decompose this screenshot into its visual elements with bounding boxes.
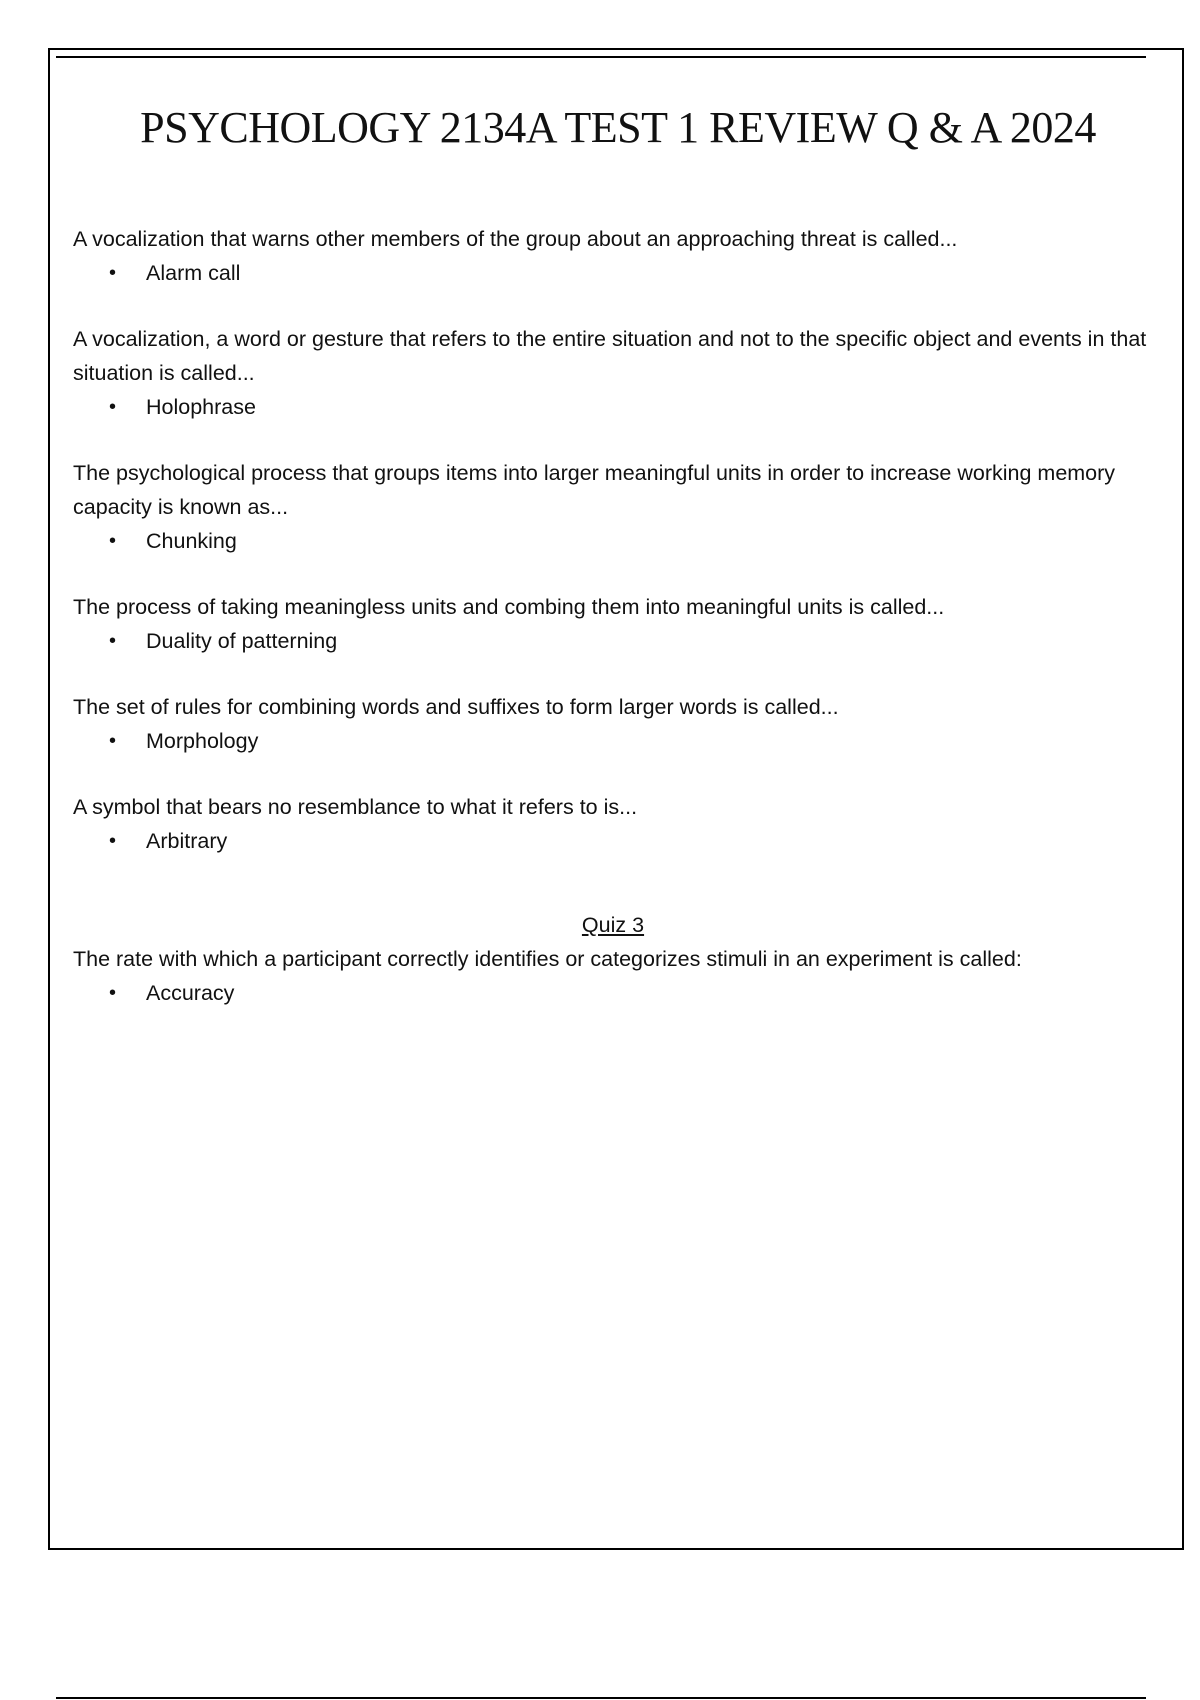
document-body xyxy=(73,222,1153,1042)
question-text: A symbol that bears no resemblance to what it refers to is... xyxy=(73,795,638,819)
question-text: The rate with which a participant correctly identifies or categorizes stimuli in an experiment is called: xyxy=(73,947,1022,971)
answer-text: Morphology xyxy=(146,729,259,753)
question-text: The set of rules for combining words and suffixes to form larger words is called... xyxy=(73,695,839,719)
answer-text: Duality of patterning xyxy=(146,629,338,653)
bullet-icon: • xyxy=(109,830,117,852)
top-rule xyxy=(56,56,1146,58)
question-text: The psychological process that groups items into larger meaningful units in order to increase working memory capacity is known as... xyxy=(73,461,1116,519)
qa-item xyxy=(73,790,1153,858)
qa-item xyxy=(73,322,1153,424)
answer-item xyxy=(73,256,1153,290)
bottom-rule xyxy=(56,1697,1146,1699)
answer-text: Arbitrary xyxy=(146,829,228,853)
answer-list xyxy=(73,976,1153,1010)
answer-item xyxy=(73,724,1153,758)
bullet-icon: • xyxy=(109,730,117,752)
answer-item xyxy=(73,824,1153,858)
qa-item xyxy=(73,222,1153,290)
document-title: PSYCHOLOGY 2134A TEST 1 REVIEW Q & A 2024 xyxy=(140,103,1096,152)
qa-item xyxy=(73,590,1153,658)
answer-item xyxy=(73,390,1153,424)
answer-text: Alarm call xyxy=(146,261,241,285)
answer-text: Holophrase xyxy=(146,395,256,419)
answer-list xyxy=(73,824,1153,858)
bullet-icon: • xyxy=(109,982,117,1004)
bullet-icon: • xyxy=(109,396,117,418)
answer-list xyxy=(73,624,1153,658)
answer-list xyxy=(73,524,1153,558)
answer-list xyxy=(73,256,1153,290)
bullet-icon: • xyxy=(109,630,117,652)
qa-item xyxy=(73,690,1153,758)
bullet-icon: • xyxy=(109,262,117,284)
answer-list xyxy=(73,724,1153,758)
answer-text: Accuracy xyxy=(146,981,235,1005)
answer-text: Chunking xyxy=(146,529,237,553)
bullet-icon: • xyxy=(109,530,117,552)
quiz-3-heading: Quiz 3 xyxy=(581,913,645,937)
question-text: The process of taking meaningless units and combing them into meaningful units is called... xyxy=(73,595,945,619)
answer-list xyxy=(73,390,1153,424)
question-text: A vocalization, a word or gesture that refers to the entire situation and not to the specific object and events in that situation is called... xyxy=(73,327,1147,385)
answer-item xyxy=(73,524,1153,558)
question-text: A vocalization that warns other members of the group about an approaching threat is called... xyxy=(73,227,958,251)
qa-item xyxy=(73,456,1153,558)
qa-item xyxy=(73,942,1153,1010)
answer-item xyxy=(73,624,1153,658)
answer-item xyxy=(73,976,1153,1010)
